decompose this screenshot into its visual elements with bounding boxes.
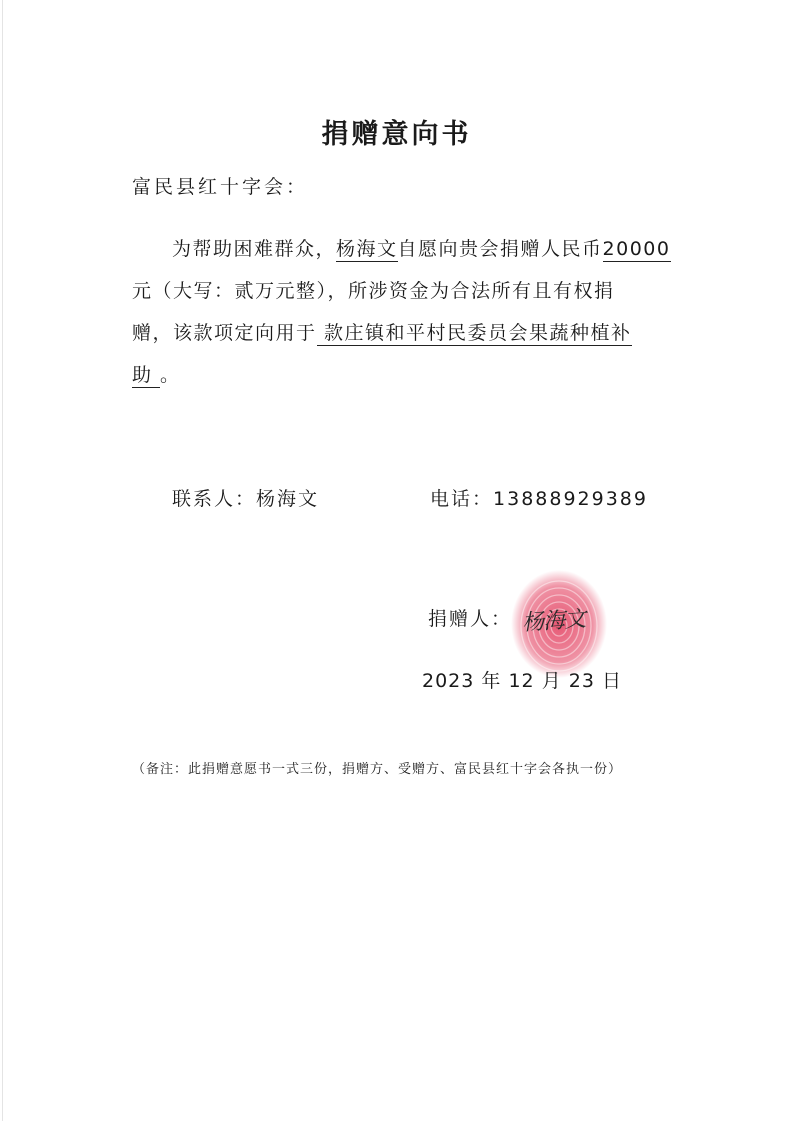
signing-date (422, 666, 622, 693)
document-title: 捐赠意向书 (321, 119, 472, 150)
footnote-remark: （备注：此捐赠意愿书一式三份，捐赠方、受赠方、富民县红十字会各执一份） (132, 762, 623, 777)
body-line-1 (132, 228, 692, 270)
handwritten-signature: 杨海文 (521, 606, 586, 637)
body-text-segment: 为帮助困难群众， (172, 238, 337, 260)
donor-signature-row (428, 604, 512, 631)
salutation: 富民县红十字会： (132, 176, 309, 198)
donation-purpose-end: 助 (132, 364, 161, 386)
body-text-segment: 。 (160, 364, 181, 386)
body-paragraph (132, 228, 692, 396)
date-month-unit: 月 (541, 670, 562, 692)
date-month: 12 (508, 670, 535, 692)
contact-name: 杨海文 (256, 488, 320, 510)
body-text-segment: 自愿向贵会捐赠人民币 (397, 238, 603, 260)
donation-purpose: 款庄镇和平村民委员会果蔬种植补 (316, 322, 632, 344)
contact-phone (430, 484, 648, 511)
body-text-segment: 元（大写：贰万元整），所涉资金为合法所有且有权捐 (132, 280, 615, 302)
donor-name: 杨海文 (336, 238, 398, 260)
date-day-unit: 日 (602, 670, 623, 692)
donation-amount: 20000 (602, 238, 671, 260)
phone-label: 电话： (430, 488, 494, 510)
phone-number: 13888929389 (493, 488, 648, 510)
body-line-4 (132, 354, 692, 396)
body-line-3 (132, 312, 692, 354)
signature-label: 捐赠人： (428, 608, 513, 630)
date-day: 23 (568, 670, 595, 692)
contact-label: 联系人： (172, 488, 257, 510)
date-year: 2023 (422, 670, 475, 692)
body-line-2 (132, 270, 692, 312)
body-text-segment: 赠，该款项定向用于 (132, 322, 317, 344)
contact-person (172, 484, 319, 511)
scan-edge-line (2, 0, 3, 1121)
date-year-unit: 年 (481, 670, 502, 692)
